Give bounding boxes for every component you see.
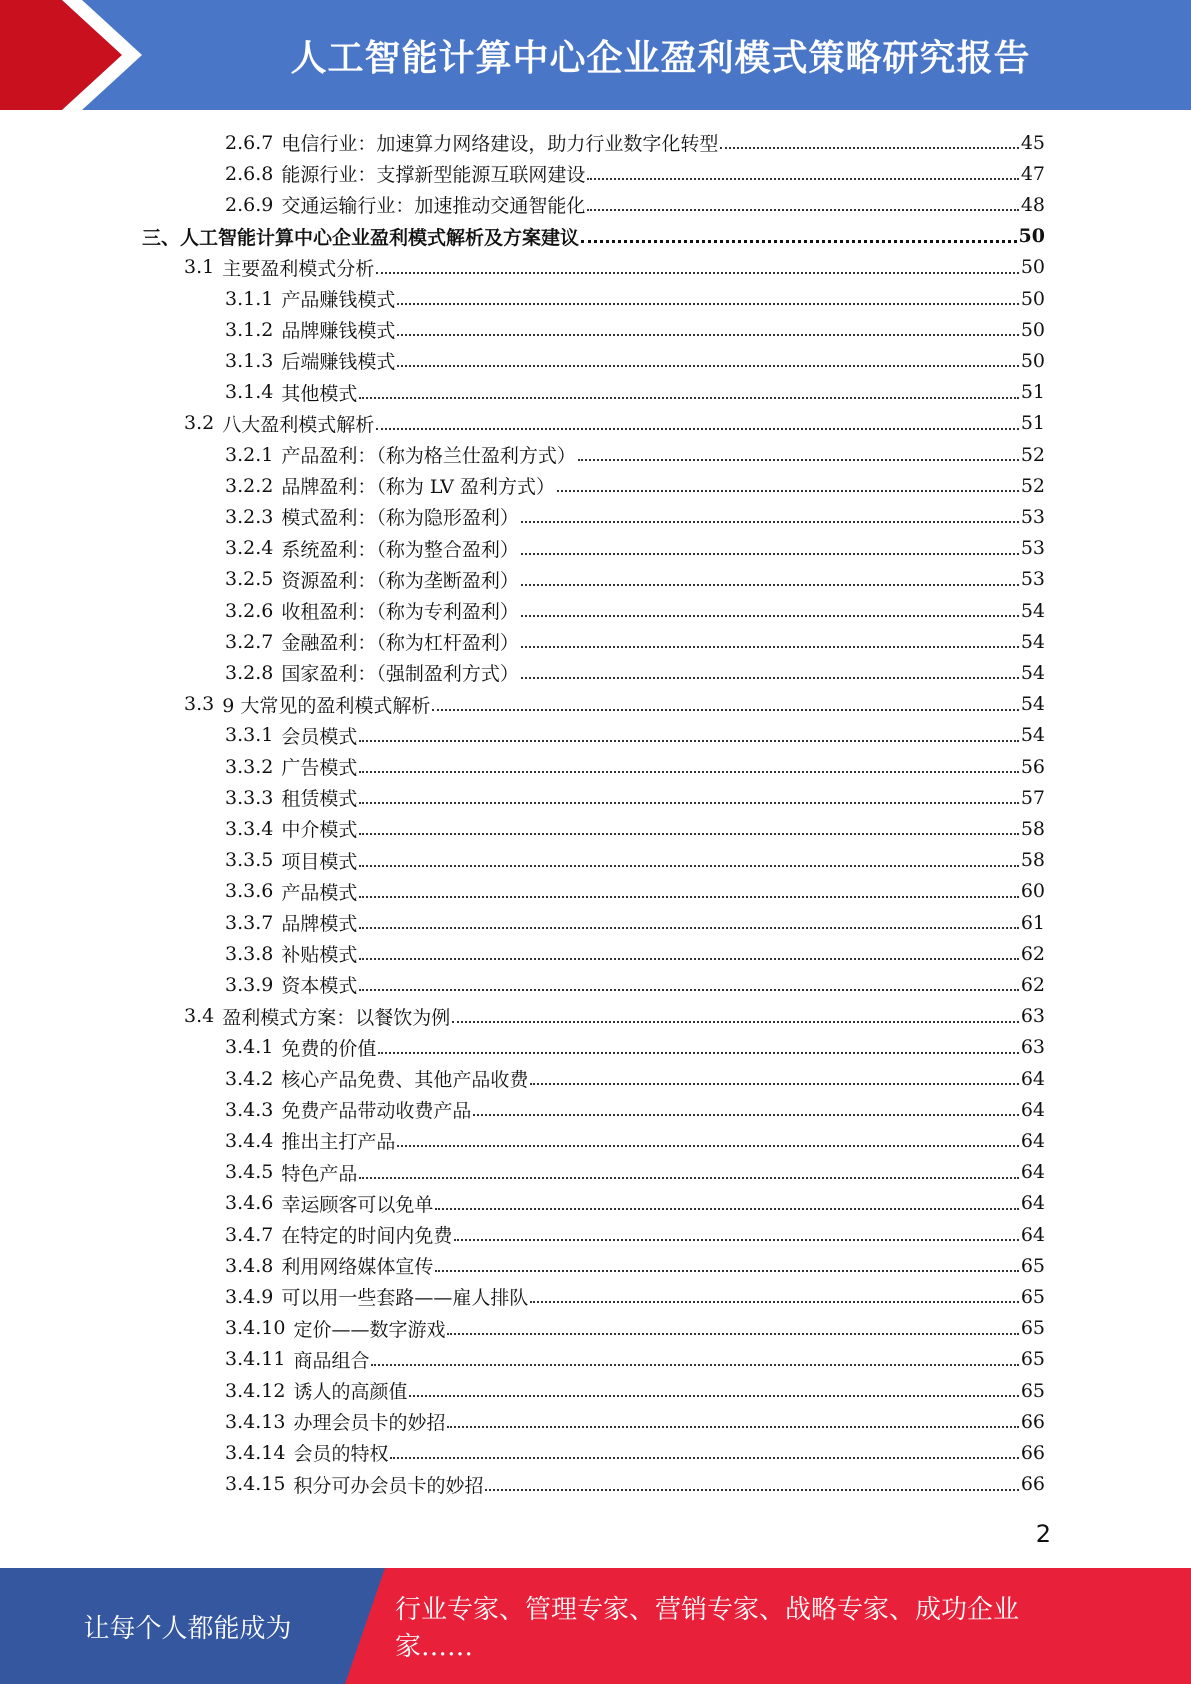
toc-entry[interactable]	[225, 1094, 1045, 1125]
toc-entry-number: 3.2	[184, 412, 215, 435]
toc-entry-title: 系统盈利：（称为整合盈利）	[281, 538, 519, 561]
footer-slogan-right: 行业专家、管理专家、营销专家、战略专家、成功企业家……	[395, 1595, 1020, 1662]
toc-entry-number: 3.3.7	[225, 911, 274, 934]
toc-entry-page: 62	[1020, 973, 1045, 996]
toc-entry-number: 3.4.2	[225, 1067, 274, 1090]
toc-entry-page: 65	[1020, 1348, 1045, 1371]
toc-dot-leader	[376, 272, 1019, 274]
toc-entry-page: 58	[1020, 849, 1045, 872]
toc-entry-page: 51	[1020, 412, 1045, 435]
toc-entry-title: 模式盈利：（称为隐形盈利）	[281, 507, 519, 530]
toc-entry[interactable]	[225, 158, 1045, 189]
toc-entry-page: 47	[1020, 162, 1045, 185]
toc-entry-number: 3.4.3	[225, 1098, 274, 1121]
toc-entry[interactable]	[225, 1469, 1045, 1500]
toc-entry[interactable]	[184, 252, 1045, 283]
toc-entry-number: 3.4.11	[225, 1348, 286, 1371]
toc-entry-page: 51	[1020, 381, 1045, 404]
toc-entry-page: 50	[1020, 287, 1045, 310]
toc-entry-title: 核心产品免费、其他产品收费	[281, 1069, 529, 1091]
toc-entry-title: 产品赚钱模式	[281, 289, 396, 311]
toc-dot-leader	[397, 365, 1018, 367]
toc-entry-title: 广告模式	[281, 757, 358, 779]
toc-dot-leader	[397, 303, 1018, 305]
toc-entry[interactable]	[225, 377, 1045, 408]
toc-entry-number: 3.4.13	[225, 1410, 286, 1433]
toc-dot-leader	[521, 553, 1019, 555]
toc-dot-leader	[530, 1083, 1018, 1085]
toc-dot-leader	[521, 521, 1019, 523]
toc-entry-page: 64	[1020, 1129, 1045, 1152]
toc-dot-leader	[432, 709, 1018, 711]
toc-entry[interactable]	[225, 907, 1045, 938]
toc-entry-page: 60	[1020, 880, 1045, 903]
toc-entry-page: 50	[1020, 349, 1045, 372]
toc-entry[interactable]	[225, 1250, 1045, 1281]
toc-entry-page: 50	[1018, 225, 1045, 248]
toc-entry-page: 65	[1020, 1254, 1045, 1277]
toc-entry[interactable]	[225, 595, 1045, 626]
toc-entry[interactable]	[225, 283, 1045, 314]
toc-dot-leader	[530, 1301, 1018, 1303]
toc-entry-title: 利用网络媒体宣传	[281, 1256, 434, 1279]
toc-entry-page: 65	[1020, 1379, 1045, 1402]
toc-entry-number: 3.2.5	[225, 568, 274, 591]
toc-entry-title: 商品组合	[293, 1349, 370, 1372]
toc-entry-page: 61	[1020, 911, 1045, 934]
toc-dot-leader	[521, 615, 1019, 617]
toc-entry-number: 3.1.4	[225, 381, 274, 404]
toc-entry[interactable]	[225, 720, 1045, 751]
toc-entry-title: 可以用一些套路——雇人排队	[281, 1287, 529, 1310]
toc-entry-page: 54	[1020, 693, 1045, 716]
toc-entry-number: 3.2.4	[225, 537, 274, 560]
toc-entry-number: 3.3.4	[225, 817, 274, 840]
toc-entry-number: 3.1.3	[225, 349, 274, 372]
toc-entry-title: 补贴模式	[281, 944, 358, 967]
toc-entry-page: 64	[1020, 1098, 1045, 1121]
toc-dot-leader	[447, 1426, 1018, 1428]
toc-entry[interactable]	[225, 564, 1045, 595]
toc-dot-leader	[581, 240, 1017, 243]
toc-entry-number: 3.4	[184, 1005, 215, 1028]
toc-dot-leader	[720, 147, 1018, 149]
toc-entry-number: 2.6.7	[225, 131, 274, 154]
toc-entry-number: 3.4.6	[225, 1192, 274, 1215]
toc-entry[interactable]	[225, 782, 1045, 813]
toc-entry-title: 免费的价值	[281, 1037, 377, 1060]
toc-entry[interactable]	[225, 439, 1045, 470]
toc-entry-title: 租赁模式	[281, 788, 358, 811]
page-header	[0, 0, 1191, 110]
toc-entry-title: 会员的特权	[293, 1443, 389, 1466]
toc-entry[interactable]	[225, 876, 1045, 907]
toc-dot-leader	[359, 771, 1018, 773]
toc-entry-title: 盈利模式方案：以餐饮为例	[222, 1006, 451, 1029]
toc-entry-title: 项目模式	[281, 850, 358, 873]
toc-entry[interactable]	[225, 501, 1045, 532]
toc-entry-page: 54	[1020, 630, 1045, 653]
toc-dot-leader	[359, 833, 1018, 835]
toc-entry[interactable]	[225, 938, 1045, 969]
toc-entry-title: 推出主打产品	[281, 1131, 396, 1154]
toc-entry-page: 53	[1020, 568, 1045, 591]
toc-entry-number: 3.4.9	[225, 1285, 274, 1308]
toc-entry-page: 65	[1020, 1285, 1045, 1308]
toc-entry[interactable]	[225, 845, 1045, 876]
toc-entry[interactable]	[225, 1375, 1045, 1406]
toc-entry-page: 66	[1020, 1441, 1045, 1464]
toc-entry-page: 54	[1020, 599, 1045, 622]
toc-dot-leader	[397, 1145, 1018, 1147]
toc-entry-page: 48	[1020, 193, 1045, 216]
toc-entry-number: 3.3.6	[225, 880, 274, 903]
toc-entry-title: 免费产品带动收费产品	[281, 1100, 472, 1123]
toc-dot-leader	[409, 1395, 1018, 1397]
toc-entry[interactable]	[184, 408, 1045, 439]
toc-entry-page: 52	[1020, 474, 1045, 497]
toc-dot-leader	[359, 397, 1018, 399]
toc-entry-title: 在特定的时间内免费	[281, 1225, 453, 1247]
toc-entry[interactable]	[225, 1344, 1045, 1375]
toc-entry-page: 66	[1020, 1410, 1045, 1433]
toc-entry-title: 资本模式	[281, 975, 358, 998]
toc-dot-leader	[435, 1270, 1018, 1272]
toc-entry-page: 45	[1020, 131, 1045, 154]
toc-entry-title: 品牌模式	[281, 913, 358, 935]
toc-entry-number: 2.6.8	[225, 162, 274, 185]
toc-entry-page: 64	[1020, 1192, 1045, 1215]
toc-entry[interactable]	[225, 1188, 1045, 1219]
toc-entry-number: 3.3	[184, 693, 215, 716]
toc-dot-leader	[359, 989, 1018, 991]
header-arrow-decoration	[0, 0, 160, 110]
toc-entry[interactable]	[142, 221, 1045, 252]
toc-entry-page: 53	[1020, 537, 1045, 560]
toc-entry-number: 3.3.9	[225, 973, 274, 996]
toc-entry-title: 后端赚钱模式	[281, 351, 396, 374]
toc-dot-leader	[359, 865, 1018, 867]
toc-dot-leader	[359, 958, 1018, 960]
toc-entry[interactable]	[225, 127, 1045, 158]
toc-dot-leader	[521, 677, 1019, 679]
toc-entry-title: 积分可办会员卡的妙招	[293, 1474, 484, 1497]
toc-entry-number: 3.2.3	[225, 505, 274, 528]
toc-entry-page: 64	[1020, 1067, 1045, 1090]
toc-entry-page: 62	[1020, 942, 1045, 965]
toc-entry[interactable]	[225, 626, 1045, 657]
toc-entry-title: 收租盈利：（称为专利盈利）	[281, 601, 519, 623]
page-number: 2	[1035, 1520, 1051, 1548]
toc-entry[interactable]	[225, 1125, 1045, 1156]
toc-entry-title: 办理会员卡的妙招	[293, 1412, 446, 1435]
toc-entry[interactable]	[225, 189, 1045, 220]
toc-entry-number: 3.3.8	[225, 942, 274, 965]
toc-entry-page: 58	[1020, 817, 1045, 840]
toc-entry-title: 9 大常见的盈利模式解析	[222, 694, 431, 717]
toc-dot-leader	[359, 802, 1018, 804]
toc-entry-number: 3.1	[184, 256, 215, 279]
footer-slogan-left: 让每个人都能成为	[83, 1613, 292, 1644]
toc-entry-title: 资源盈利：（称为垄断盈利）	[281, 569, 519, 592]
toc-entry-title: 会员模式	[281, 725, 358, 748]
toc-dot-leader	[452, 1021, 1019, 1023]
toc-dot-leader	[557, 490, 1019, 492]
toc-entry-page: 64	[1020, 1223, 1045, 1246]
toc-entry-number: 3.4.8	[225, 1254, 274, 1277]
toc-dot-leader	[521, 584, 1019, 586]
toc-entry-page: 63	[1020, 1036, 1045, 1059]
toc-entry-page: 54	[1020, 724, 1045, 747]
toc-entry-number: 3.4.5	[225, 1161, 274, 1184]
toc-entry[interactable]	[225, 345, 1045, 376]
toc-dot-leader	[578, 459, 1019, 461]
toc-entry-number: 3.4.4	[225, 1129, 274, 1152]
toc-entry-page: 54	[1020, 661, 1045, 684]
toc-entry-title: 三、人工智能计算中心企业盈利模式解析及方案建议	[142, 226, 580, 249]
toc-dot-leader	[587, 209, 1018, 211]
toc-entry-number: 3.1.2	[225, 318, 274, 341]
toc-entry-page: 52	[1020, 443, 1045, 466]
toc-dot-leader	[397, 334, 1018, 336]
toc-entry[interactable]	[225, 657, 1045, 688]
toc-dot-leader	[454, 1239, 1018, 1241]
toc-entry-title: 幸运顾客可以免单	[281, 1193, 434, 1216]
toc-dot-leader	[359, 740, 1018, 742]
toc-entry[interactable]	[225, 314, 1045, 345]
toc-entry-number: 3.2.8	[225, 661, 274, 684]
toc-entry-title: 定价——数字游戏	[293, 1318, 446, 1341]
toc-entry-title: 八大盈利模式解析	[222, 413, 375, 436]
toc-entry-page: 63	[1020, 1005, 1045, 1028]
toc-entry-number: 3.3.5	[225, 849, 274, 872]
toc-entry[interactable]	[184, 1001, 1045, 1032]
toc-entry-number: 3.3.1	[225, 724, 274, 747]
toc-entry-number: 3.2.7	[225, 630, 274, 653]
toc-entry-number: 3.3.3	[225, 786, 274, 809]
toc-entry-title: 产品盈利：（称为格兰仕盈利方式）	[281, 445, 576, 467]
toc-entry-page: 50	[1020, 318, 1045, 341]
toc-entry[interactable]	[225, 1032, 1045, 1063]
toc-dot-leader	[378, 1052, 1018, 1054]
toc-entry-title: 能源行业：支撑新型能源互联网建设	[281, 164, 586, 187]
toc-dot-leader	[359, 1177, 1018, 1179]
toc-entry-title: 电信行业：加速算力网络建设，助力行业数字化转型	[281, 133, 719, 155]
toc-entry-title: 品牌赚钱模式	[281, 320, 396, 343]
toc-dot-leader	[447, 1333, 1018, 1335]
toc-entry-page: 64	[1020, 1161, 1045, 1184]
toc-entry-title: 国家盈利：（强制盈利方式）	[281, 663, 519, 686]
toc-dot-leader	[485, 1489, 1018, 1491]
toc-entry-title: 交通运输行业：加速推动交通智能化	[281, 195, 586, 218]
toc-entry-title: 金融盈利：（称为杠杆盈利）	[281, 632, 519, 655]
toc-entry-number: 3.3.2	[225, 755, 274, 778]
toc-entry-title: 产品模式	[281, 881, 358, 904]
toc-dot-leader	[371, 1364, 1018, 1366]
toc-entry[interactable]	[225, 969, 1045, 1000]
toc-entry-number: 3.4.14	[225, 1441, 286, 1464]
toc-entry-number: 3.4.1	[225, 1036, 274, 1059]
toc-entry-title: 其他模式	[281, 382, 358, 405]
toc-entry[interactable]	[225, 1157, 1045, 1188]
toc-entry-page: 65	[1020, 1317, 1045, 1340]
toc-entry-page: 66	[1020, 1473, 1045, 1496]
toc-entry-title: 主要盈利模式分析	[222, 257, 375, 280]
toc-entry-number: 3.2.1	[225, 443, 274, 466]
toc-dot-leader	[435, 1208, 1018, 1210]
toc-entry[interactable]	[225, 1437, 1045, 1468]
toc-dot-leader	[521, 646, 1019, 648]
toc-entry[interactable]	[225, 1281, 1045, 1312]
toc-dot-leader	[376, 428, 1019, 430]
toc-entry-title: 特色产品	[281, 1162, 358, 1185]
toc-entry-number: 3.1.1	[225, 287, 274, 310]
toc-entry-page: 57	[1020, 786, 1045, 809]
toc-entry-title: 中介模式	[281, 819, 358, 842]
toc-entry-page: 53	[1020, 505, 1045, 528]
toc-entry[interactable]	[225, 470, 1045, 501]
toc-entry[interactable]	[225, 1313, 1045, 1344]
toc-entry[interactable]	[225, 1063, 1045, 1094]
toc-entry-number: 2.6.9	[225, 193, 274, 216]
toc-dot-leader	[359, 896, 1018, 898]
toc-entry[interactable]	[225, 751, 1045, 782]
report-title: 人工智能计算中心企业盈利模式策略研究报告	[290, 37, 1031, 79]
toc-dot-leader	[473, 1114, 1018, 1116]
toc-entry-page: 56	[1020, 755, 1045, 778]
toc-entry-page: 50	[1020, 256, 1045, 279]
toc-entry-number: 3.4.15	[225, 1473, 286, 1496]
toc-dot-leader	[359, 927, 1018, 929]
toc-entry[interactable]	[225, 813, 1045, 844]
toc-entry-title: 诱人的高颜值	[293, 1381, 408, 1403]
toc-entry[interactable]	[225, 1406, 1045, 1437]
toc-dot-leader	[390, 1457, 1018, 1459]
toc-entry-number: 3.4.7	[225, 1223, 274, 1246]
toc-entry-title: 品牌盈利：（称为 LV 盈利方式）	[281, 476, 556, 499]
toc-entry-number: 3.2.6	[225, 599, 274, 622]
page-footer	[0, 1568, 1191, 1684]
toc-entry-number: 3.4.10	[225, 1317, 286, 1340]
toc-entry[interactable]	[225, 533, 1045, 564]
toc-entry[interactable]	[184, 689, 1045, 720]
toc-entry-number: 3.2.2	[225, 474, 274, 497]
toc-entry[interactable]	[225, 1219, 1045, 1250]
toc-entry-number: 3.4.12	[225, 1379, 286, 1402]
toc-dot-leader	[587, 178, 1018, 180]
